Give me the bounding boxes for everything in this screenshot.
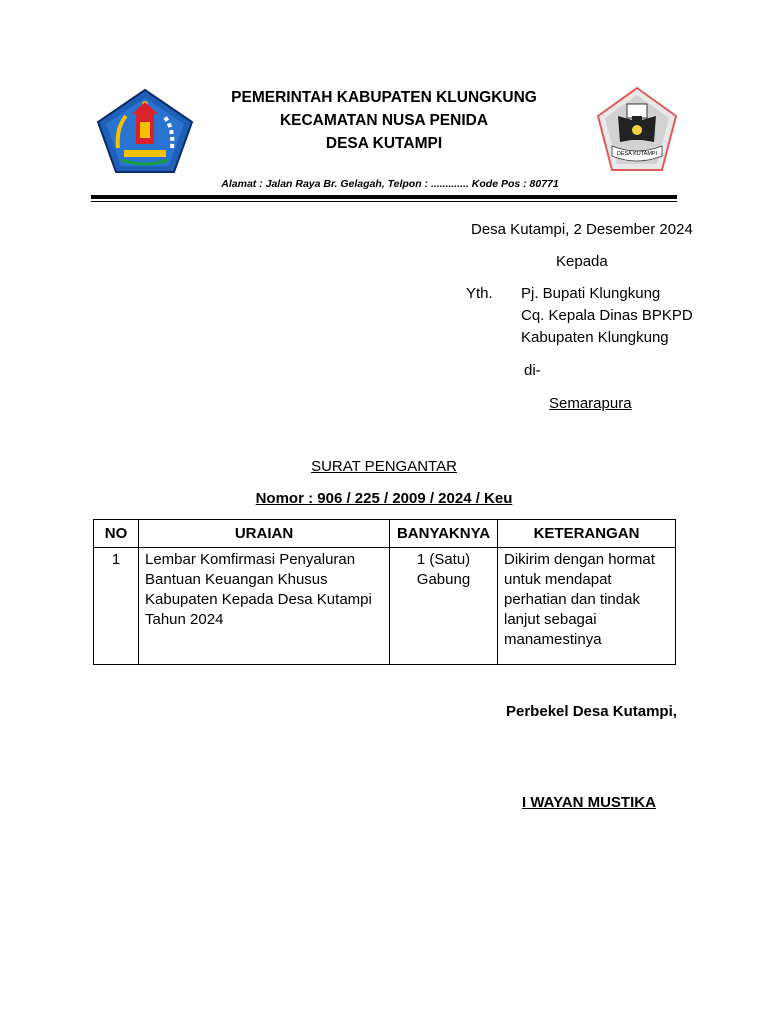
di-label: di-: [524, 362, 541, 379]
letter-number: Nomor : 906 / 225 / 2009 / 2024 / Keu: [255, 490, 513, 507]
uraian-line: Kabupaten Kepada Desa Kutampi: [145, 591, 372, 608]
table-row: [94, 548, 676, 665]
keterangan-line: untuk mendapat: [504, 571, 612, 588]
letterhead-district: KECAMATAN NUSA PENIDA: [279, 112, 489, 129]
keterangan-line: perhatian dan tindak: [504, 591, 640, 608]
kepada-label: Kepada: [556, 253, 608, 270]
letterhead-village: DESA KUTAMPI: [325, 135, 443, 152]
cell-uraian: [139, 548, 390, 665]
header-no: NO: [94, 520, 139, 548]
header-keterangan: KETERANGAN: [498, 520, 676, 548]
place-date: Desa Kutampi, 2 Desember 2024: [471, 221, 693, 238]
recipient-city: Semarapura: [549, 395, 632, 412]
keterangan-line: lanjut sebagai: [504, 611, 597, 628]
uraian-line: Tahun 2024: [145, 611, 224, 628]
keterangan-line: manamestinya: [504, 631, 602, 648]
table-header-row: [94, 520, 676, 548]
uraian-line: Lembar Komfirmasi Penyaluran: [145, 551, 356, 568]
cell-no: 1: [94, 548, 139, 665]
banyaknya-line: Gabung: [416, 571, 471, 588]
recipient-line-3: Kabupaten Klungkung: [521, 329, 669, 346]
yth-label: Yth.: [466, 285, 493, 302]
letterhead-rule-thin: [91, 201, 677, 202]
recipient-line-1: Pj. Bupati Klungkung: [521, 285, 661, 302]
cell-keterangan: [498, 548, 676, 665]
signature-name: I WAYAN MUSTIKA: [522, 794, 656, 811]
header-uraian: URAIAN: [139, 520, 390, 548]
banyaknya-line: 1 (Satu): [416, 551, 471, 568]
header-banyaknya: BANYAKNYA: [390, 520, 498, 548]
signature-position: Perbekel Desa Kutampi,: [506, 703, 677, 720]
item-table: [93, 519, 676, 665]
letterhead-government: PEMERINTAH KABUPATEN KLUNGKUNG: [231, 89, 537, 106]
uraian-line: Bantuan Keuangan Khusus: [145, 571, 328, 588]
emblem-ribbon-text: DESA KUTAMPI: [616, 151, 658, 157]
recipient-line-2: Cq. Kepala Dinas BPKPD: [521, 307, 693, 324]
keterangan-line: Dikirim dengan hormat: [504, 551, 655, 568]
letter-title: SURAT PENGANTAR: [311, 458, 457, 475]
letterhead-address: Alamat : Jalan Raya Br. Gelagah, Telpon : ............. Kode Pos : 80771: [221, 178, 559, 190]
cell-banyaknya: [390, 548, 498, 665]
letterhead-rule-thick: [91, 195, 677, 199]
